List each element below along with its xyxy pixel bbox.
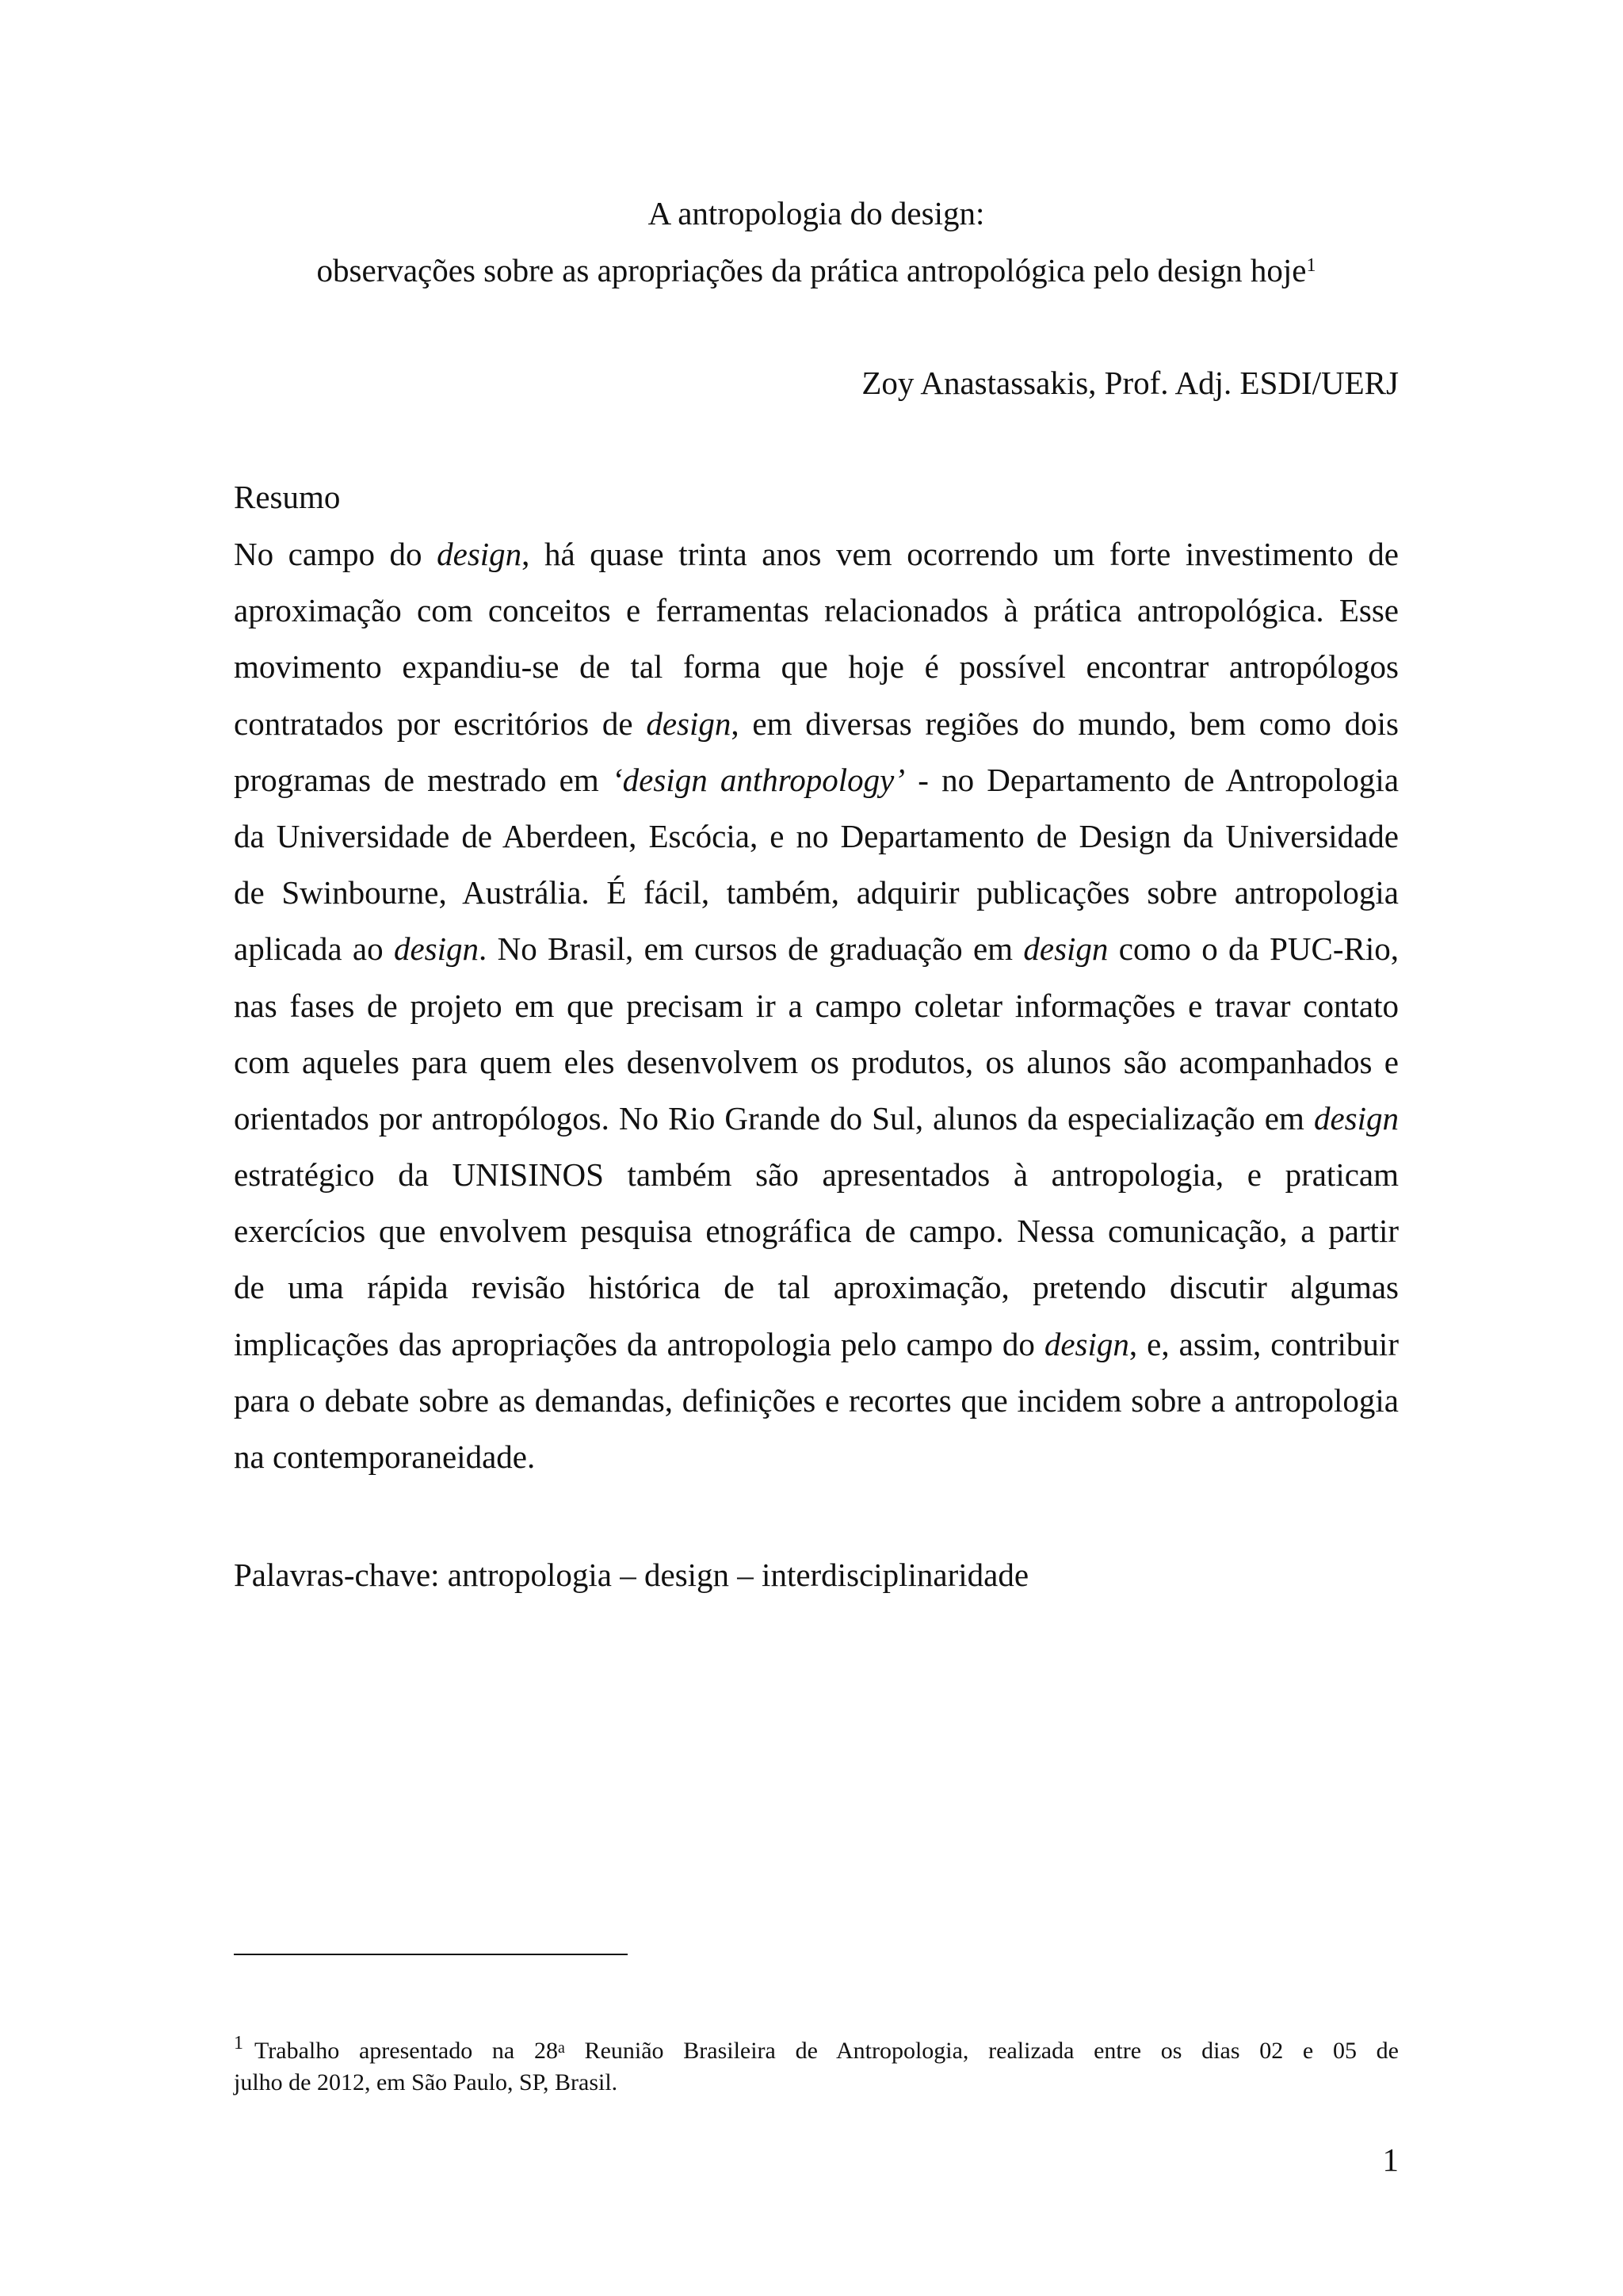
abstract-line: No campo do design, há quase trinta anos vem ocorrendo um forte investimento de xyxy=(234,536,1399,572)
footnote-marker: 1 xyxy=(234,2033,243,2053)
footnote-line-2: julho de 2012, em São Paulo, SP, Brasil. xyxy=(234,2069,618,2095)
keywords: Palavras-chave: antropologia – design – interdisciplinaridade xyxy=(234,1557,1029,1593)
abstract-line: estratégico da UNISINOS também são apresentados à antropologia, e praticam xyxy=(234,1156,1399,1194)
footnote xyxy=(234,2035,1399,2099)
title-line-2-text: observações sobre as apropriações da prática antropológica pelo design hoje xyxy=(316,252,1307,288)
abstract-line: de uma rápida revisão histórica de tal aproximação, pretendo discutir algumas xyxy=(234,1269,1399,1306)
footnote-line-1: $^1$ Trabalho apresentado na 28$^a$ Reunião Brasileira de Antropologia, realizada entre os dias 02 e 05 de xyxy=(234,2033,1399,2064)
footnote-separator xyxy=(234,1954,628,1955)
abstract-line: programas de mestrado em ‘design anthropology’ - no Departamento de Antropologia xyxy=(234,761,1400,798)
abstract-line: com aqueles para quem eles desenvolvem os produtos, os alunos são acompanhados e xyxy=(234,1043,1399,1080)
abstract-line: orientados por antropólogos. No Rio Grande do Sul, alunos da especialização em design xyxy=(234,1099,1399,1137)
author-affiliation: Zoy Anastassakis, Prof. Adj. ESDI/UERJ xyxy=(861,365,1399,401)
abstract-line: contratados por escritórios de design, em diversas regiões do mundo, bem como dois xyxy=(234,705,1399,742)
title-footnote-ref[interactable]: 1 xyxy=(1306,255,1316,276)
title-line-1: A antropologia do design: xyxy=(647,195,985,231)
abstract-line: aplicada ao design. No Brasil, em cursos de graduação em design como o da PUC-Rio, xyxy=(234,930,1399,968)
abstract-line: de Swinbourne, Austrália. É fácil, também, adquirir publicações sobre antropologia xyxy=(234,874,1399,911)
page-number: 1 xyxy=(1382,2141,1399,2178)
abstract-line: aproximação com conceitos e ferramentas relacionados à prática antropológica. Esse xyxy=(234,592,1399,629)
abstract-heading: Resumo xyxy=(234,479,341,515)
abstract-line: para o debate sobre as demandas, definições e recortes que incidem sobre a antropologia xyxy=(234,1381,1399,1419)
abstract-line: movimento expandiu-se de tal forma que hoje é possível encontrar antropólogos xyxy=(234,648,1399,686)
title-line-2 xyxy=(234,250,1399,290)
abstract-body xyxy=(234,526,1399,1485)
abstract-line: implicações das apropriações da antropologia pelo campo do design, e, assim, contribuir xyxy=(234,1325,1399,1362)
abstract-line: na contemporaneidade. xyxy=(234,1438,536,1475)
abstract-line: da Universidade de Aberdeen, Escócia, e no Departamento de Design da Universidade xyxy=(234,817,1399,854)
abstract-line: exercícios que envolvem pesquisa etnográfica de campo. Nessa comunicação, a partir xyxy=(234,1213,1399,1250)
abstract-line: nas fases de projeto em que precisam ir a campo coletar informações e travar contato xyxy=(234,987,1399,1024)
